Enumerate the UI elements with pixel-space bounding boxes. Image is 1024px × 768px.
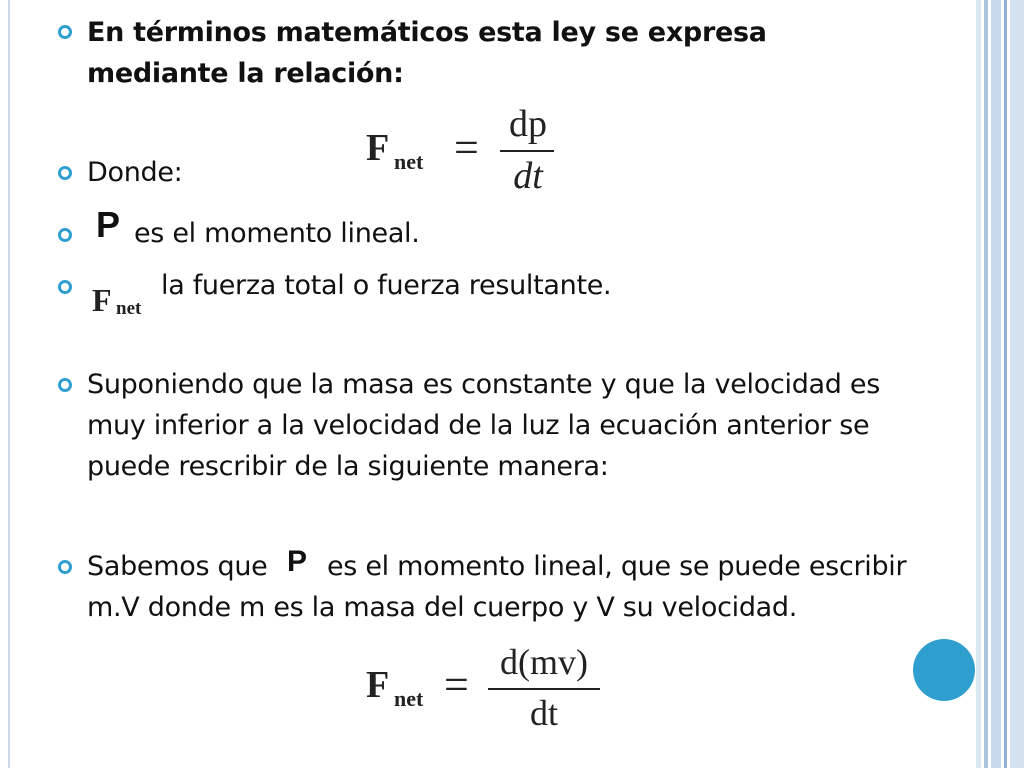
bullet-icon <box>56 558 74 576</box>
bullet-5-text-line2: muy inferior a la velocidad de la luz la ecuación anterior se <box>87 410 870 441</box>
bullet-5-text-line1: Suponiendo que la masa es constante y que la velocidad es <box>87 369 881 400</box>
bullet-icon <box>56 164 74 182</box>
net-force-symbol <box>92 282 162 322</box>
bullet-6-text-prefix: Sabemos que <box>87 551 268 582</box>
decorative-circle <box>913 639 975 701</box>
equation-2-numerator: d(mv) <box>500 642 588 682</box>
net-force-symbol-main: F <box>92 282 112 318</box>
equation-1-lhs-sub: net <box>394 149 424 174</box>
bullet-icon <box>56 376 74 394</box>
bullet-5-text-line3: puede rescribir de la siguiente manera: <box>87 451 609 482</box>
bullet-icon <box>56 23 74 41</box>
equation-1-numerator: dp <box>509 103 547 145</box>
bullet-icon <box>56 226 74 244</box>
bullet-3-text: es el momento lineal. <box>134 218 420 249</box>
net-force-symbol-sub: net <box>116 298 142 319</box>
bullet-4-text: la fuerza total o fuerza resultante. <box>161 270 612 301</box>
equation-2-denominator: dt <box>529 693 558 733</box>
equation-1 <box>366 103 566 198</box>
equation-1-denominator: dt <box>513 155 543 197</box>
fraction-bar <box>500 150 554 152</box>
fraction-bar <box>488 688 600 690</box>
equation-2-equals: = <box>444 660 469 709</box>
bullet-1-text: En términos matemáticos esta ley se expresa <box>87 17 767 48</box>
bullet-icon <box>56 278 74 296</box>
equation-2 <box>366 642 616 740</box>
equation-2-lhs: F <box>366 664 390 706</box>
bullet-6-text-line2: m.V donde m es la masa del cuerpo y V su velocidad. <box>87 592 798 623</box>
bullet-1-text-line2: mediante la relación: <box>87 58 404 89</box>
right-decorative-stripes <box>976 0 1024 768</box>
equation-2-lhs-sub: net <box>394 686 424 711</box>
left-border-line <box>8 0 10 768</box>
momentum-symbol: P <box>96 204 121 245</box>
equation-1-lhs: F <box>366 127 390 169</box>
equation-1-equals: = <box>454 123 479 172</box>
bullet-2-text: Donde: <box>87 157 183 188</box>
momentum-symbol: P <box>287 545 308 578</box>
bullet-6-text-suffix: es el momento lineal, que se puede escribir <box>327 551 907 582</box>
